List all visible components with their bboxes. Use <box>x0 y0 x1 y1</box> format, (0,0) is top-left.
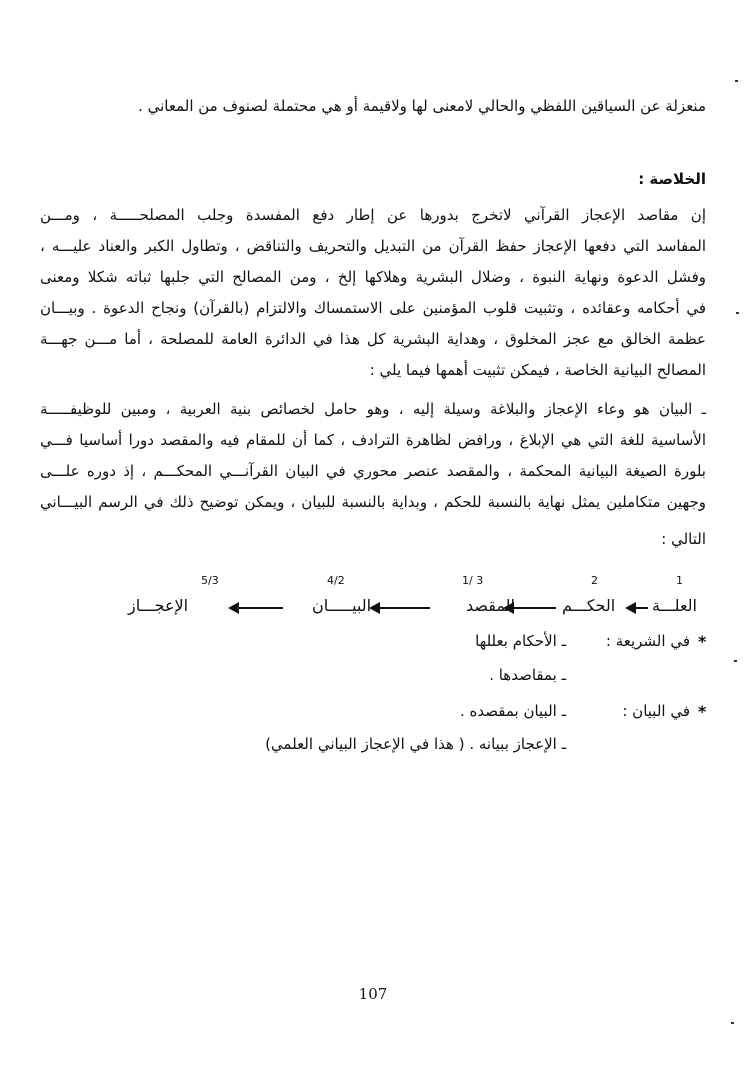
sharia-line-2: ـ بمقاصدها . <box>489 666 566 684</box>
diagram-chain <box>0 596 746 622</box>
paragraph2-line-5: التالي : <box>661 530 706 548</box>
bullet-star-icon: * <box>698 702 707 721</box>
bayan-label: في البيان : <box>622 702 690 720</box>
diagram-number: 2 <box>591 574 598 587</box>
arrow-left-icon <box>378 607 430 609</box>
paragraph1-line-4: في أحكامه وعقائده ، وتثبيت قلوب المؤمنين على الاستمساك والالتزام (بالقرآن) ونجاح الدعوة . وبيـــان <box>40 299 706 317</box>
arrow-left-icon <box>634 607 648 609</box>
paragraph1-line-3: وفشل الدعوة ونهاية النبوة ، وضلال البشرية وهلاكها إلخ ، ومن المصالح التي جلبها ثباته شكلا ومعنى <box>40 268 706 286</box>
diagram-number: 1 <box>676 574 683 587</box>
diagram-numbers <box>0 574 746 592</box>
arrow-left-icon <box>237 607 283 609</box>
paragraph1-line-5: عظمة الخالق مع عجز المخلوق ، وهداية البشرية كل هذا في الدائرة العامة للمصلحة ، أما مـــن جهـــة <box>40 330 706 348</box>
diagram-number: 1/ 3 <box>462 574 484 587</box>
diagram-number: 4/2 <box>327 574 345 587</box>
paragraph1-line-1: إن مقاصد الإعجاز القرآني لاتخرج بدورها عن إطار دفع المفسدة وجلب المصلحـــــة ، ومـــن <box>40 206 706 224</box>
paragraph1-line-2: المفاسد التي دفعها الإعجاز حفظ القرآن من التبديل والتحريف والتناقض ، وتطاول الكبر والعناد عليـــه ، <box>40 237 706 255</box>
bullet-star-icon: * <box>698 632 707 651</box>
diagram-term-ijaz: الإعجـــاز <box>128 596 189 615</box>
sharia-label: في الشريعة : <box>605 632 690 650</box>
diagram-term-purpose: المقصد <box>466 596 515 615</box>
paragraph2-line-4: وجهين متكاملين يمثل نهاية بالنسبة للحكم ، وبداية بالنسبة للبيان ، ويمكن توضيح ذلك في الرسم البيـــاني <box>40 493 706 511</box>
arrow-left-icon <box>512 607 556 609</box>
diagram-term-cause: العلـــة <box>652 596 697 615</box>
scan-speck <box>731 1022 734 1024</box>
diagram-term-ruling: الحكـــم <box>562 596 616 615</box>
sharia-line-1: ـ الأحكام بعللها <box>475 632 566 650</box>
intro-line: منعزلة عن السياقين اللفظي والحالي لامعنى لها ولاقيمة أو هي محتملة لصنوف من المعاني . <box>138 97 706 115</box>
bayan-line-1: ـ البيان بمقصده . <box>459 702 566 720</box>
scan-speck <box>735 80 738 82</box>
paragraph2-line-3: بلورة الصيغة البيانية المحكمة ، والمقصد عنصر محوري في البيان القرآنـــي المحكـــم ، إذ دوره علـــى <box>40 462 706 480</box>
diagram-number: 5/3 <box>201 574 219 587</box>
bayan-line-2: ـ الإعجاز ببيانه . ( هذا في الإعجاز البياني العلمي) <box>265 735 566 753</box>
scan-speck <box>736 312 739 314</box>
page-number: 107 <box>358 985 388 1003</box>
summary-heading: الخلاصة : <box>638 170 706 188</box>
scan-speck <box>734 660 737 662</box>
paragraph1-line-6: المصالح البيانية الخاصة ، فيمكن تثبيت أهمها فيما يلي : <box>369 361 706 379</box>
diagram-term-bayan: البيـــــان <box>312 596 372 615</box>
paragraph2-line-1: ـ البيان هو وعاء الإعجاز والبلاغة وسيلة إليه ، وهو حامل لخصائص بنية العربية ، ومبين للوظيفـــــة <box>40 400 706 418</box>
paragraph2-line-2: الأساسية للغة التي هي الإبلاغ ، ورافض لظاهرة الترادف ، كما أن للمقام فيه والمقصد دورا أساسيا فـــي <box>40 431 706 449</box>
